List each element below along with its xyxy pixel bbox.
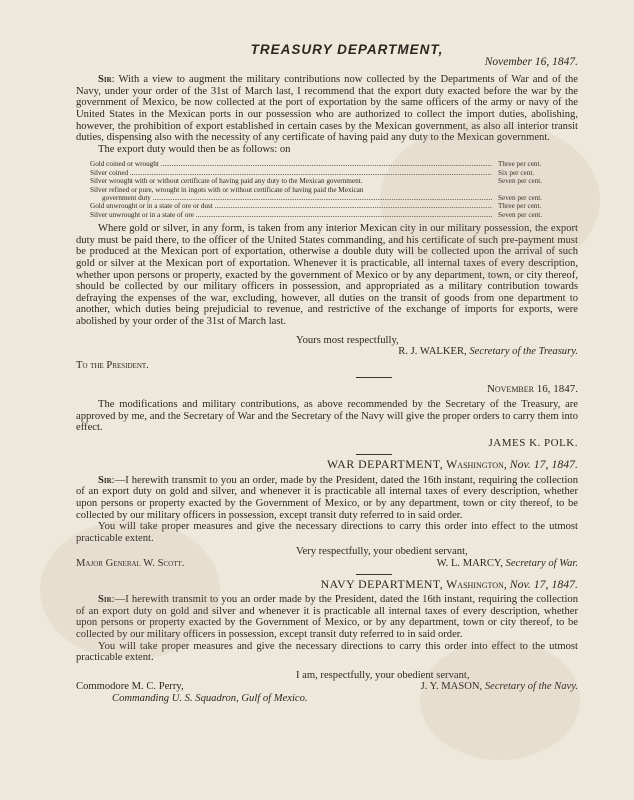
navy-signer: J. Y. MASON,: [420, 681, 483, 693]
war-signer-title: Secretary of War.: [505, 558, 578, 570]
navy-header: [76, 576, 578, 591]
navy-signer-title: Secretary of the Navy.: [484, 681, 578, 693]
navy-body: Sir:—I herewith transmit to you an order made by the President, dated the 16th instant, requiring the collection of an export duty on gold and silver and whenever it is practicable all internal taxes of every description, whether upon persons or property exacted by the Government of Mexico, or by any department, town or city thereof, to be collected by our military officers in possession, except transit duty referred to in said order.: [76, 594, 578, 640]
navy-addressee-2: Commanding U. S. Squadron, Gulf of Mexico.: [112, 692, 308, 704]
divider: [356, 454, 392, 455]
duty-intro: The export duty would then be as follows: on: [98, 143, 291, 155]
navy-body-2: You will take proper measures and give the necessary directions to carry this order into effect to the utmost practicable extent.: [76, 640, 578, 664]
divider: [356, 574, 392, 575]
war-date: Nov. 17, 1847.: [509, 457, 578, 472]
navy-date: Nov. 17, 1847.: [509, 576, 578, 591]
treasury-title: TREASURY DEPARTMENT,: [250, 42, 444, 57]
treasury-closing: Yours most respectfully,: [296, 334, 399, 346]
treasury-addressee: To the President.: [76, 359, 149, 371]
navy-signature: [421, 681, 578, 693]
duty-row: Gold unwrought or in a state of ore or dust ..... Three per cent.: [90, 202, 578, 210]
divider: [356, 377, 392, 378]
treasury-signature: [76, 346, 578, 358]
navy-addressee: Commodore M. C. Perry,: [76, 681, 184, 693]
war-addressee: Major General W. Scott.: [76, 558, 185, 570]
navy-salutation: Sir: [98, 594, 112, 606]
duty-row: Gold coined or wrought ..... Three per cent.: [90, 160, 578, 168]
duty-row: Silver unwrought or in a state of ore ..... Seven per cent.: [90, 211, 578, 219]
war-closing: Very respectfully, your obedient servant,: [296, 546, 468, 558]
navy-dept: NAVY DEPARTMENT,: [320, 576, 444, 591]
approval-date: November 16, 1847.: [486, 383, 578, 396]
treasury-body: Sir: With a view to augment the military contributions now collected by the Departments of War and of the Navy, under your order of the 31st of March last, I recommend that the export duty exacted before the war by the government of Mexico, be now collected at the port of exportation by the same officers of the army or navy of the United States in the Mexican ports in our possession who are authorized to collect the import duties, abolishing, however, the prohibition of export established in certain cases by the Mexican government, as also all interior transit duties, dispensing also with the necessity of any certificate of having paid any duty to the Mexican government.: [76, 74, 578, 144]
war-signature: [437, 558, 578, 570]
war-body-2: You will take proper measures and give the necessary directions to carry this order into effect to the utmost practicable extent.: [76, 521, 578, 544]
duty-row: Silver wrought with or without certificate of having paid any duty to the Mexican government. Seven per cent.: [90, 177, 543, 186]
treasury-date: November 16, 1847.: [484, 55, 578, 68]
war-dept: WAR DEPARTMENT,: [326, 457, 444, 472]
treasury-signer-title: Secretary of the Treasury.: [469, 346, 578, 358]
navy-closing: I am, respectfully, your obedient servant,: [296, 669, 470, 681]
approval-signer: JAMES K. POLK.: [488, 436, 578, 449]
war-body: Sir:—I herewith transmit to you an order, made by the President, dated the 16th instant, requiring the collection of an export duty on gold and silver, and whenever it is practicable all internal taxes of every description, whether upon persons or property exacted by the Government of Mexico, or by any department, town or city thereof, to be collected by our military officers in possession, except transit duty referred to in said order.: [76, 474, 578, 521]
navy-place: Washington,: [446, 576, 507, 591]
treasury-signer: R. J. WALKER,: [398, 346, 467, 358]
war-salutation: Sir: [98, 474, 112, 486]
treasury-salutation: Sir: [98, 74, 112, 86]
navy-signature-row: [76, 681, 578, 693]
war-signature-row: [76, 558, 578, 570]
duty-row: Silver refined or pure, wrought in ingots with or without certificate of having paid the Mexican: [90, 185, 364, 194]
duty-table: [90, 160, 578, 219]
treasury-body-2: Where gold or silver, in any form, is taken from any interior Mexican city in our military possession, the export duty must be paid there, to the officer of the United States commanding, and his certificate of such pre-payment must be produced at the Mexican port of exportation, otherwise a double duty will be collected upon the arrival of such gold or silver at the Mexican port of exportation. Whenever it is practicable, all internal taxes of every description, whether upon persons or property, exacted by the government of Mexico or by any department, town, or city thereof, should be collected by our military officers in possession, and appropriated as a military contribution towards defraying the expenses of the war, excluding, however, all duties on the transit of goods from one department to another, which duties being prejudicial to revenue, and restrictive of the exchange of imports for exports, were abolished by your order of the 31st of March last.: [76, 223, 578, 327]
duty-row: Silver coined ..... Six per cent.: [90, 169, 578, 177]
war-place: Washington,: [446, 457, 507, 472]
duty-row: government duty ..... Seven per cent.: [90, 194, 578, 202]
war-header: [76, 459, 578, 471]
approval-body: The modifications and military contributions, as above recommended by the Secretary of the Treasury, are approved by me, and the Secretary of War and the Secretary of the Navy will give the proper orders to carry them into effect.: [76, 398, 578, 434]
war-signer: W. L. MARCY,: [436, 558, 503, 570]
